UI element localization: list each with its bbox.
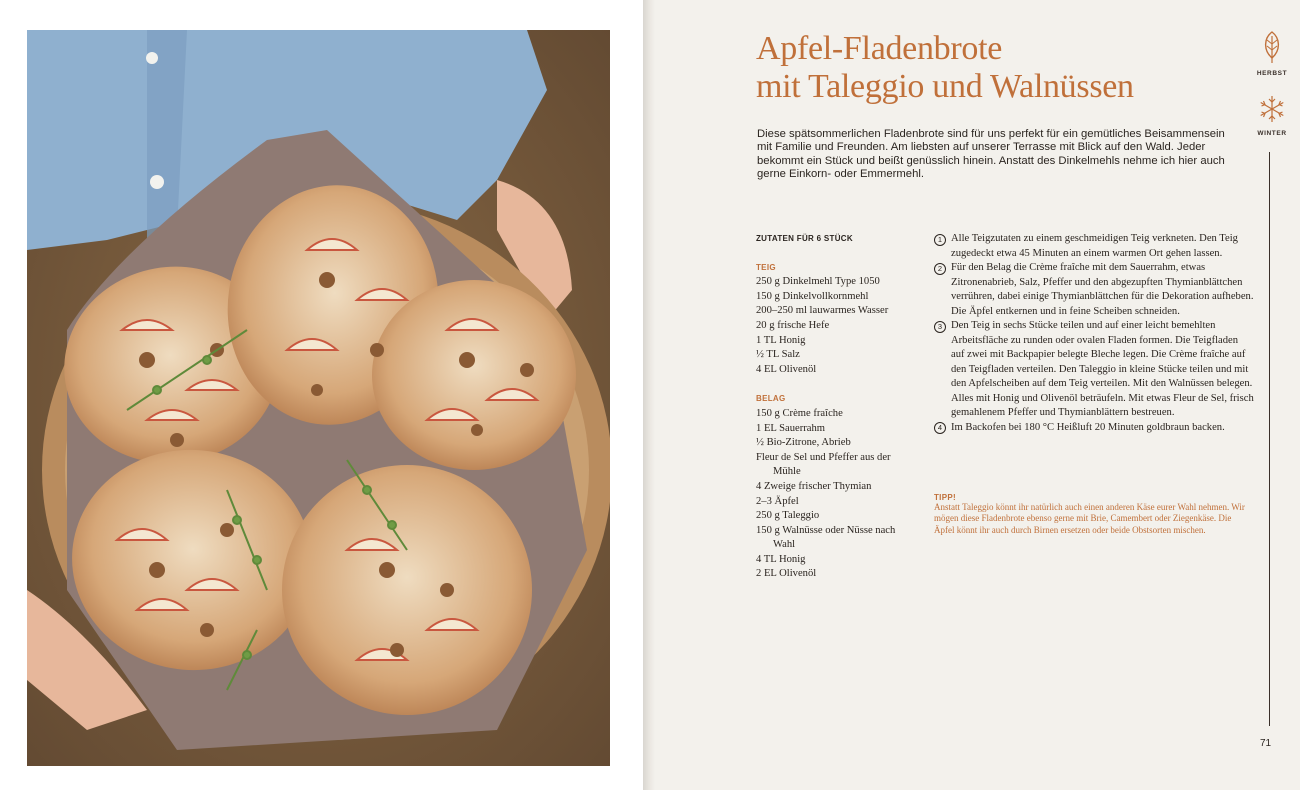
ingredients-heading: ZUTATEN FÜR 6 STÜCK (756, 234, 853, 243)
ingredient-item: ½ Bio-Zitrone, Abrieb (756, 437, 851, 449)
step-number: 4 (934, 422, 946, 434)
season-winter (1252, 94, 1292, 137)
step-number: 2 (934, 263, 946, 275)
recipe-title (756, 30, 1226, 106)
left-page (0, 0, 643, 790)
ingredient-item: 4 EL Olivenöl (756, 363, 817, 375)
ingredient-item: 150 g Walnüsse oder Nüsse nach Wahl (756, 524, 896, 551)
ingredient-item: 150 g Dinkelvollkornmehl (756, 290, 869, 302)
ingredients-list (756, 232, 916, 582)
season-label-winter: WINTER (1257, 130, 1287, 137)
page-number: 71 (1260, 738, 1272, 749)
step-text: Alle Teigzutaten zu einem geschmeidigen Teig verkneten. Den Teig zugedeckt etwa 45 Minuten an einem warmen Ort gehen lassen. (951, 233, 1238, 259)
step-item (934, 232, 1254, 261)
step-text: Für den Belag die Crème fraîche mit dem Sauerrahm, etwas Zitronenabrieb, Salz, Pfeffer und den abgezupften Thymianblättchen verrühren, dabei einige Thymianblättchen für die Dekoration aufheben. Die Äpfel entkernen und in feine Scheiben schneiden. (951, 262, 1254, 317)
snowflake-icon (1257, 94, 1287, 124)
ingredients-section-teig: TEIG (756, 262, 776, 272)
ingredient-item: 4 Zweige frischer Thymian (756, 480, 872, 492)
tip-text: Anstatt Taleggio könnt ihr natürlich auch einen anderen Käse eurer Wahl nehmen. Wir mögen diese Fladenbrote ebenso gerne mit Brie, Camembert oder Ziegenkäse. Die Äpfel könnt ihr auch durch Birnen ersetzen oder beide Obstsorten mischen. (934, 502, 1245, 535)
leaf-icon (1261, 30, 1283, 64)
ingredient-item: Fleur de Sel und Pfeffer aus der Mühle (756, 451, 891, 478)
step-text: Im Backofen bei 180 °C Heißluft 20 Minuten goldbraun backen. (951, 421, 1225, 433)
ingredient-item: 200–250 ml lauwarmes Wasser (756, 305, 889, 317)
tip-box (934, 493, 1254, 536)
step-item (934, 261, 1254, 319)
ingredient-item: 250 g Taleggio (756, 510, 820, 522)
season-label-herbst: HERBST (1256, 70, 1288, 77)
step-number: 3 (934, 321, 946, 333)
ingredient-item: 1 TL Honig (756, 334, 806, 346)
step-text: Den Teig in sechs Stücke teilen und auf einer leicht bemehlten Arbeitsfläche zu runden oder ovalen Fladen formen. Die Teigfladen auf zwei mit Backpapier belegte Bleche legen. Die Crème fraîche auf den Teigfladen verteilen. Den Taleggio in kleine Stücke teilen und mit den Apfelscheiben auf dem Teig verteilen. Mit den Walnüssen belegen. Alles mit Honig und Olivenöl beträufeln. Mit etwas Fleur de Sel, frisch gemahlenem Pfeffer und Thymianblättern bestreuen. (951, 320, 1254, 418)
step-item (934, 421, 1254, 436)
ingredient-item: 250 g Dinkelmehl Type 1050 (756, 276, 880, 288)
steps-list (934, 232, 1254, 435)
vertical-rule (1269, 152, 1270, 726)
season-herbst (1252, 30, 1292, 77)
step-number: 1 (934, 234, 946, 246)
ingredients-section-belag: BELAG (756, 394, 786, 404)
ingredient-item: 20 g frische Hefe (756, 319, 830, 331)
step-item (934, 319, 1254, 421)
ingredient-item: 2–3 Äpfel (756, 495, 799, 507)
right-page (655, 0, 1300, 790)
recipe-intro: Diese spätsommerlichen Fladenbrote sind für uns perfekt für ein gemütliches Beisammensein mit Familie und Freunden. Am liebsten auf unserer Terrasse mit Blick auf den Wald. Jeder bekommt ein Stück und beißt genüsslich hinein. Anstatt des Dinkelmehls nehme ich hier auch gerne Einkorn- oder Emmermehl. (757, 128, 1225, 181)
book-gutter (643, 0, 655, 790)
title-line-2: mit Taleggio und Walnüssen (756, 68, 1134, 105)
recipe-photo (27, 30, 610, 766)
ingredient-item: 2 EL Olivenöl (756, 568, 817, 580)
tip-label: TIPP! (934, 493, 956, 502)
ingredient-item: 1 EL Sauerrahm (756, 422, 826, 434)
title-line-1: Apfel-Fladenbrote (756, 30, 1003, 67)
ingredient-item: 150 g Crème fraîche (756, 407, 843, 419)
ingredient-item: 4 TL Honig (756, 553, 806, 565)
ingredient-item: ½ TL Salz (756, 349, 800, 361)
